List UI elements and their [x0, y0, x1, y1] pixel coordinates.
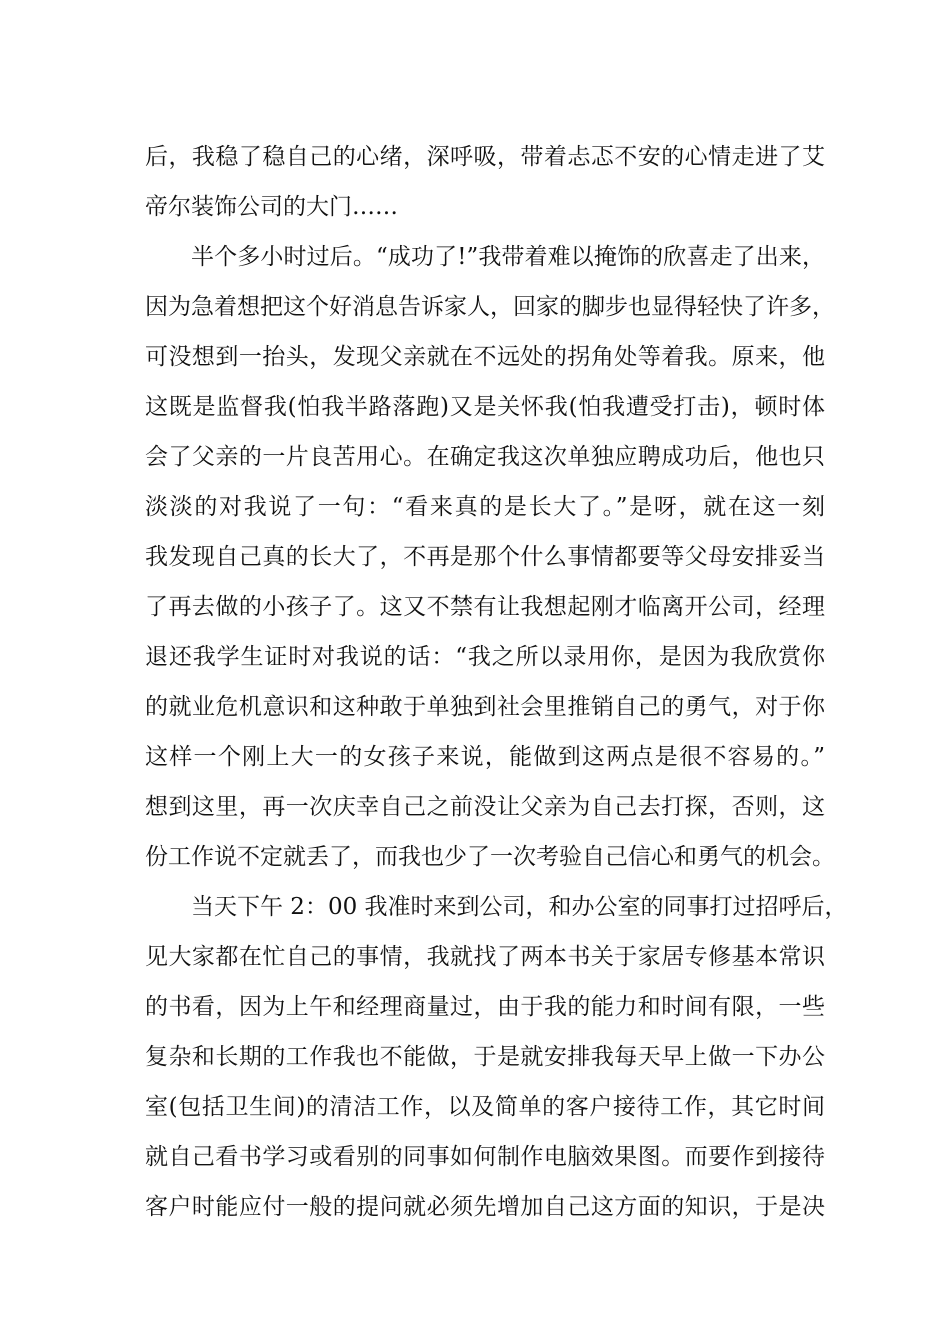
- text-line: 客户时能应付一般的提问就必须先增加自己这方面的知识，于是决: [145, 1194, 825, 1220]
- text-line: 就自己看书学习或看别的同事如何制作电脑效果图。而要作到接待: [145, 1144, 825, 1170]
- text-line: 的就业危机意识和这种敢于单独到社会里推销自己的勇气，对于你: [145, 694, 825, 720]
- text-line: 可没想到一抬头，发现父亲就在不远处的拐角处等着我。原来，他: [145, 344, 825, 370]
- text-line: 想到这里，再一次庆幸自己之前没让父亲为自己去打探，否则，这: [145, 794, 825, 820]
- text-line: 室(包括卫生间)的清洁工作，以及简单的客户接待工作，其它时间: [145, 1094, 825, 1120]
- text-line: 会了父亲的一片良苦用心。在确定我这次单独应聘成功后，他也只: [145, 444, 825, 470]
- text-line: 份工作说不定就丢了，而我也少了一次考验自己信心和勇气的机会。: [145, 844, 835, 870]
- text-line: 了再去做的小孩子了。这又不禁有让我想起刚才临离开公司，经理: [145, 594, 825, 620]
- text-line: 帝尔装饰公司的大门……: [145, 194, 398, 220]
- text-line: 这既是监督我(怕我半路落跑)又是关怀我(怕我遭受打击)，顿时体: [145, 394, 825, 420]
- text-line: 复杂和长期的工作我也不能做，于是就安排我每天早上做一下办公: [145, 1044, 825, 1070]
- paragraph-first-line: 半个多小时过后。“成功了!”我带着难以掩饰的欣喜走了出来，: [191, 244, 825, 270]
- text-line: 退还我学生证时对我说的话：“我之所以录用你，是因为我欣赏你: [145, 644, 825, 670]
- paragraph-first-line: 当天下午 2：00 我准时来到公司，和办公室的同事打过招呼后，: [191, 894, 848, 920]
- text-line: 后，我稳了稳自己的心绪，深呼吸，带着忐忑不安的心情走进了艾: [145, 144, 825, 170]
- text-line: 我发现自己真的长大了，不再是那个什么事情都要等父母安排妥当: [145, 544, 825, 570]
- text-line: 见大家都在忙自己的事情，我就找了两本书关于家居专修基本常识: [145, 944, 825, 970]
- text-line: 淡淡的对我说了一句：“看来真的是长大了。”是呀，就在这一刻: [145, 494, 825, 520]
- body-text: [145, 132, 848, 1232]
- text-line: 的书看，因为上午和经理商量过，由于我的能力和时间有限，一些: [145, 994, 825, 1020]
- text-line: 因为急着想把这个好消息告诉家人，回家的脚步也显得轻快了许多，: [145, 294, 835, 320]
- text-line: 这样一个刚上大一的女孩子来说，能做到这两点是很不容易的。”: [145, 744, 825, 770]
